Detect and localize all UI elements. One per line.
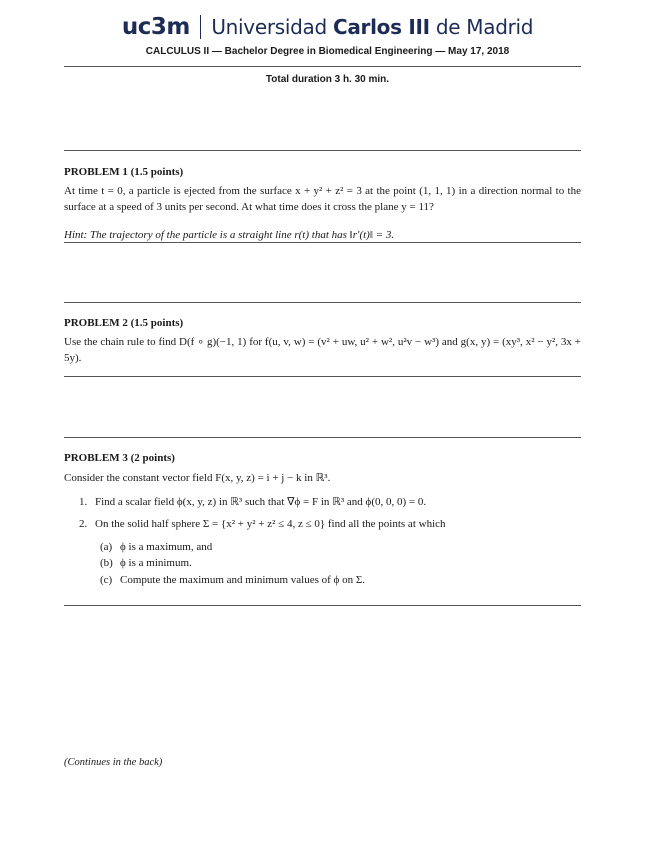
exam-duration: Total duration 3 h. 30 min. [265, 74, 390, 85]
university-logo [0, 14, 655, 40]
divider [64, 605, 581, 606]
divider [64, 437, 581, 438]
divider [64, 302, 581, 303]
sub-list-item: (c) Compute the maximum and minimum values of ϕ on Σ. [100, 574, 365, 586]
divider [64, 376, 581, 377]
divider [64, 242, 581, 243]
divider [64, 150, 581, 151]
divider [64, 66, 581, 67]
problem-2-title: PROBLEM 2 (1.5 points) [64, 317, 184, 329]
sub-list-item: (b) ϕ is a minimum. [100, 557, 192, 569]
logo-short: uc3m [121, 14, 190, 40]
problem-1-hint: Hint: The trajectory of the particle is a straight line r(t) that has ‖r′(t)‖ = 3. [64, 229, 395, 241]
sub-list-item: (a) ϕ is a maximum, and [100, 541, 213, 553]
list-item: 1. Find a scalar field ϕ(x, y, z) in ℝ³ such that ∇ϕ = F in ℝ³ and ϕ(0, 0, 0) = 0. [79, 496, 427, 508]
problem-3-statement: Consider the constant vector field F(x, y, z) = i + j − k in ℝ³. [64, 472, 331, 484]
logo-university-name: Universidad Carlos III de Madrid [211, 15, 534, 39]
problem-2-statement: Use the chain rule to find D(f ∘ g)(−1, 1) for f(u, v, w) = (v² + uw, u² + w², u²v − w³) and g(x, y) = (xy³, x² − y², 3x + 5y). [64, 336, 581, 364]
problem-1-statement: At time t = 0, a particle is ejected from the surface x + y² + z² = 3 at the point (1, 1, 1) in a direction normal to the surface at a speed of 3 units per second. At what time does it cross the plane y = 11? [64, 185, 581, 213]
problem-1-title: PROBLEM 1 (1.5 points) [64, 166, 184, 178]
logo-divider [200, 15, 202, 39]
course-line: CALCULUS II — Bachelor Degree in Biomedical Engineering — May 17, 2018 [145, 46, 510, 57]
list-item: 2. On the solid half sphere Σ = {x² + y² + z² ≤ 4, z ≤ 0} find all the points at which [79, 518, 446, 530]
problem-3-title: PROBLEM 3 (2 points) [64, 452, 175, 464]
continues-note: (Continues in the back) [64, 757, 163, 768]
